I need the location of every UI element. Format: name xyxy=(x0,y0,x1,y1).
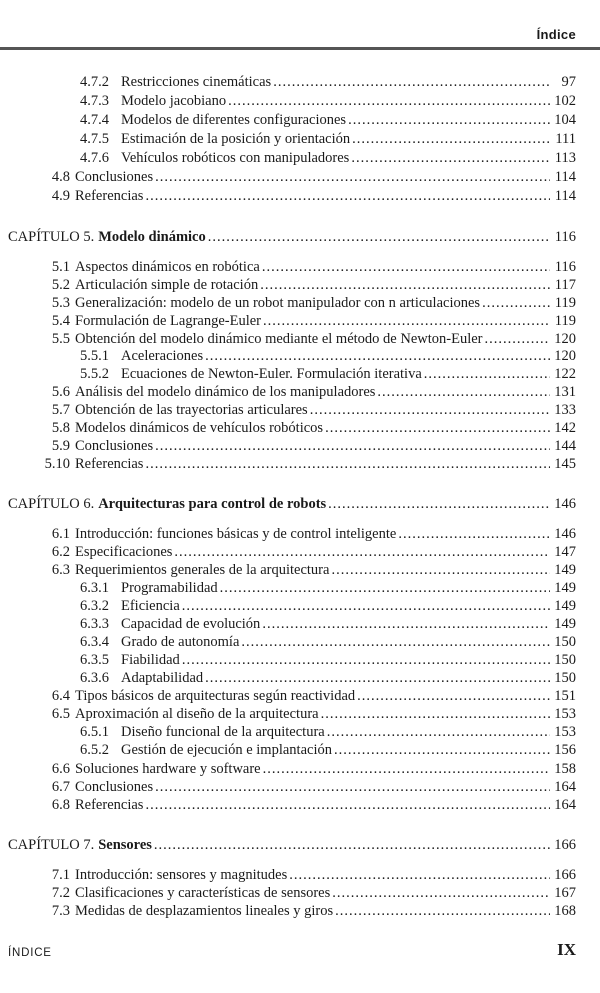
leader-dots xyxy=(398,525,550,543)
section-title: Análisis del modelo dinámico de los manipuladores xyxy=(75,384,376,400)
section-number: 5.5.1 xyxy=(80,348,109,364)
toc-entry xyxy=(0,597,600,615)
section-title: Modelo jacobiano xyxy=(121,93,227,109)
page-number: 146 xyxy=(554,526,576,542)
toc-entry xyxy=(0,276,600,294)
toc-entry xyxy=(0,73,600,91)
toc-entry xyxy=(0,419,600,437)
section-title: Formulación de Lagrange-Euler xyxy=(75,313,262,329)
section-title: Modelos dinámicos de vehículos robóticos xyxy=(75,420,324,436)
section-number: 4.7.6 xyxy=(80,150,109,166)
leader-dots xyxy=(289,866,550,884)
section-number: 6.7 xyxy=(51,779,70,795)
toc-entry xyxy=(0,258,600,276)
leader-dots xyxy=(155,778,550,796)
section-title: Estimación de la posición y orientación xyxy=(121,131,351,147)
page-number: 150 xyxy=(554,634,576,650)
section-number: 6.5.1 xyxy=(80,724,109,740)
page-number: 97 xyxy=(561,74,576,90)
section-title: Grado de autonomía xyxy=(121,634,240,650)
toc-entry xyxy=(0,687,600,705)
section-number: 5.7 xyxy=(51,402,70,418)
section-title: Capacidad de evolución xyxy=(121,616,261,632)
toc-entry xyxy=(0,401,600,419)
page-number: 147 xyxy=(554,544,576,560)
leader-dots xyxy=(348,111,550,129)
section-title: Articulación simple de rotación xyxy=(75,277,259,293)
section-number: 5.9 xyxy=(51,438,70,454)
section-title: Fiabilidad xyxy=(121,652,180,668)
section-title: Especificaciones xyxy=(75,544,173,560)
section-title: Referencias xyxy=(75,188,144,204)
toc-entry xyxy=(0,383,600,401)
leader-dots xyxy=(145,187,550,205)
footer-label: ÍNDICE xyxy=(8,947,52,959)
section-number: 5.5.2 xyxy=(80,366,109,382)
section-number: 6.4 xyxy=(51,688,70,704)
chapter-title: Modelo dinámico xyxy=(98,229,206,245)
toc-entry xyxy=(0,669,600,687)
page-number: 151 xyxy=(554,688,576,704)
section-title: Restricciones cinemáticas xyxy=(121,74,272,90)
section-title: Tipos básicos de arquitecturas según reactividad xyxy=(75,688,356,704)
section-number: 4.8 xyxy=(51,169,70,185)
page-number: 117 xyxy=(554,277,576,293)
page-number: 167 xyxy=(554,885,576,901)
leader-dots xyxy=(155,437,550,455)
toc-entry xyxy=(0,149,600,167)
toc-entry xyxy=(0,723,600,741)
toc-entry xyxy=(0,312,600,330)
toc-entry xyxy=(0,111,600,129)
page-number: 102 xyxy=(554,93,576,109)
section-number: 6.3.1 xyxy=(80,580,109,596)
leader-dots xyxy=(327,723,550,741)
section-number: 5.1 xyxy=(51,259,70,275)
section-number: 7.1 xyxy=(51,867,70,883)
page-number: 114 xyxy=(554,169,576,185)
section-number: 6.2 xyxy=(51,544,70,560)
section-title: Obtención de las trayectorias articulares xyxy=(75,402,308,418)
toc-entry xyxy=(0,760,600,778)
toc-entry xyxy=(0,615,600,633)
leader-dots xyxy=(482,294,550,312)
page-number: 168 xyxy=(554,903,576,919)
section-title: Modelos de diferentes configuraciones xyxy=(121,112,347,128)
section-number: 4.7.2 xyxy=(80,74,109,90)
page-number: 113 xyxy=(554,150,576,166)
chapter-heading xyxy=(0,228,600,246)
leader-dots xyxy=(154,836,550,854)
page-number: 164 xyxy=(554,797,576,813)
page-number: 119 xyxy=(554,313,576,329)
section-title: Aspectos dinámicos en robótica xyxy=(75,259,260,275)
toc-entry xyxy=(0,455,600,473)
section-title: Soluciones hardware y software xyxy=(75,761,261,777)
section-title: Clasificaciones y características de sensores xyxy=(75,885,331,901)
section-title: Conclusiones xyxy=(75,169,154,185)
page-number: 133 xyxy=(554,402,576,418)
leader-dots xyxy=(262,615,550,633)
page-number: 149 xyxy=(554,580,576,596)
page-number: 150 xyxy=(554,652,576,668)
leader-dots xyxy=(174,543,550,561)
section-number: 6.5 xyxy=(51,706,70,722)
section-number: 5.10 xyxy=(44,456,70,472)
page-number: 114 xyxy=(554,188,576,204)
toc-entry xyxy=(0,347,600,365)
page-number: 150 xyxy=(554,670,576,686)
toc-entry xyxy=(0,187,600,205)
leader-dots xyxy=(325,419,550,437)
section-title: Adaptabilidad xyxy=(121,670,204,686)
page-number: 142 xyxy=(554,420,576,436)
section-title: Obtención del modelo dinámico mediante el método de Newton-Euler xyxy=(75,331,483,347)
section-title: Gestión de ejecución e implantación xyxy=(121,742,332,758)
toc-entry xyxy=(0,543,600,561)
page-number: 111 xyxy=(555,131,576,147)
running-head: Índice xyxy=(536,27,576,42)
toc-entry xyxy=(0,525,600,543)
section-title: Aceleraciones xyxy=(121,348,204,364)
leader-dots xyxy=(228,92,550,110)
section-title: Programabilidad xyxy=(121,580,218,596)
chapter-heading xyxy=(0,836,600,854)
leader-dots xyxy=(262,258,550,276)
section-title: Ecuaciones de Newton-Euler. Formulación iterativa xyxy=(121,366,422,382)
section-number: 6.6 xyxy=(51,761,70,777)
page-number: 116 xyxy=(554,259,576,275)
chapter-heading xyxy=(0,495,600,513)
section-number: 6.3 xyxy=(51,562,70,578)
section-title: Requerimientos generales de la arquitectura xyxy=(75,562,330,578)
section-number: 6.5.2 xyxy=(80,742,109,758)
toc-entry xyxy=(0,561,600,579)
toc-entry xyxy=(0,130,600,148)
leader-dots xyxy=(352,130,550,148)
section-number: 6.3.6 xyxy=(80,670,109,686)
section-title: Medidas de desplazamientos lineales y giros xyxy=(75,903,334,919)
leader-dots xyxy=(220,579,550,597)
toc-entry xyxy=(0,866,600,884)
toc-entry xyxy=(0,884,600,902)
toc-entry xyxy=(0,902,600,920)
leader-dots xyxy=(310,401,550,419)
section-number: 7.2 xyxy=(51,885,70,901)
leader-dots xyxy=(357,687,550,705)
toc-entry xyxy=(0,796,600,814)
leader-dots xyxy=(485,330,551,348)
toc-entry xyxy=(0,579,600,597)
toc-entry xyxy=(0,633,600,651)
leader-dots xyxy=(321,705,550,723)
page-number: 145 xyxy=(554,456,576,472)
leader-dots xyxy=(332,884,550,902)
section-number: 5.2 xyxy=(51,277,70,293)
leader-dots xyxy=(334,741,550,759)
section-number: 4.9 xyxy=(51,188,70,204)
leader-dots xyxy=(335,902,550,920)
toc-entry xyxy=(0,741,600,759)
toc-entry xyxy=(0,92,600,110)
leader-dots xyxy=(205,669,550,687)
page-number: 164 xyxy=(554,779,576,795)
section-number: 5.5 xyxy=(51,331,70,347)
leader-dots xyxy=(328,495,550,513)
toc-entry xyxy=(0,437,600,455)
section-title: Vehículos robóticos con manipuladores xyxy=(121,150,350,166)
page-number: 166 xyxy=(554,867,576,883)
leader-dots xyxy=(241,633,550,651)
page-number: 122 xyxy=(554,366,576,382)
leader-dots xyxy=(260,276,550,294)
page-number: 153 xyxy=(554,724,576,740)
section-title: Introducción: sensores y magnitudes xyxy=(75,867,288,883)
chapter-number: CAPÍTULO 7. xyxy=(8,837,95,853)
section-number: 6.1 xyxy=(51,526,70,542)
section-number: 4.7.5 xyxy=(80,131,109,147)
toc-entry xyxy=(0,330,600,348)
leader-dots xyxy=(273,73,550,91)
leader-dots xyxy=(377,383,550,401)
section-title: Introducción: funciones básicas y de control inteligente xyxy=(75,526,397,542)
section-number: 6.3.5 xyxy=(80,652,109,668)
page-number: 131 xyxy=(554,384,576,400)
leader-dots xyxy=(205,347,550,365)
chapter-number: CAPÍTULO 5. xyxy=(8,229,95,245)
leader-dots xyxy=(331,561,550,579)
page-number: 149 xyxy=(554,598,576,614)
section-number: 4.7.3 xyxy=(80,93,109,109)
section-title: Generalización: modelo de un robot manipulador con n articulaciones xyxy=(75,295,481,311)
section-title: Referencias xyxy=(75,456,144,472)
chapter-title: Sensores xyxy=(98,837,152,853)
section-number: 5.8 xyxy=(51,420,70,436)
page-number: 120 xyxy=(554,348,576,364)
leader-dots xyxy=(263,760,550,778)
section-number: 6.3.4 xyxy=(80,634,109,650)
chapter-title: Arquitecturas para control de robots xyxy=(98,496,327,512)
page-number: 153 xyxy=(554,706,576,722)
leader-dots xyxy=(145,796,550,814)
leader-dots xyxy=(145,455,550,473)
leader-dots xyxy=(208,228,550,246)
leader-dots xyxy=(182,651,550,669)
section-number: 7.3 xyxy=(51,903,70,919)
header-rule xyxy=(0,47,600,50)
page-number: 149 xyxy=(554,562,576,578)
page-number: 166 xyxy=(554,837,576,853)
page-number: 158 xyxy=(554,761,576,777)
section-number: 6.3.3 xyxy=(80,616,109,632)
page-number: 104 xyxy=(554,112,576,128)
leader-dots xyxy=(182,597,550,615)
section-number: 6.8 xyxy=(51,797,70,813)
leader-dots xyxy=(351,149,550,167)
page-number: 156 xyxy=(554,742,576,758)
toc-entry xyxy=(0,651,600,669)
section-title: Diseño funcional de la arquitectura xyxy=(121,724,325,740)
section-title: Conclusiones xyxy=(75,438,154,454)
page-number: 149 xyxy=(554,616,576,632)
toc-entry xyxy=(0,705,600,723)
page-number: 120 xyxy=(554,331,576,347)
leader-dots xyxy=(424,365,550,383)
page-number: 144 xyxy=(554,438,576,454)
page-number: 119 xyxy=(554,295,576,311)
leader-dots xyxy=(263,312,550,330)
section-number: 6.3.2 xyxy=(80,598,109,614)
section-number: 5.6 xyxy=(51,384,70,400)
toc-entry xyxy=(0,778,600,796)
section-title: Eficiencia xyxy=(121,598,180,614)
toc-entry xyxy=(0,365,600,383)
section-title: Aproximación al diseño de la arquitectura xyxy=(75,706,319,722)
section-number: 5.3 xyxy=(51,295,70,311)
page-number: 116 xyxy=(554,229,576,245)
page-number: 146 xyxy=(554,496,576,512)
section-number: 5.4 xyxy=(51,313,70,329)
folio-number: IX xyxy=(557,940,576,959)
toc-entry xyxy=(0,294,600,312)
section-number: 4.7.4 xyxy=(80,112,109,128)
section-title: Conclusiones xyxy=(75,779,154,795)
toc-entry xyxy=(0,168,600,186)
chapter-number: CAPÍTULO 6. xyxy=(8,496,95,512)
leader-dots xyxy=(155,168,550,186)
section-title: Referencias xyxy=(75,797,144,813)
